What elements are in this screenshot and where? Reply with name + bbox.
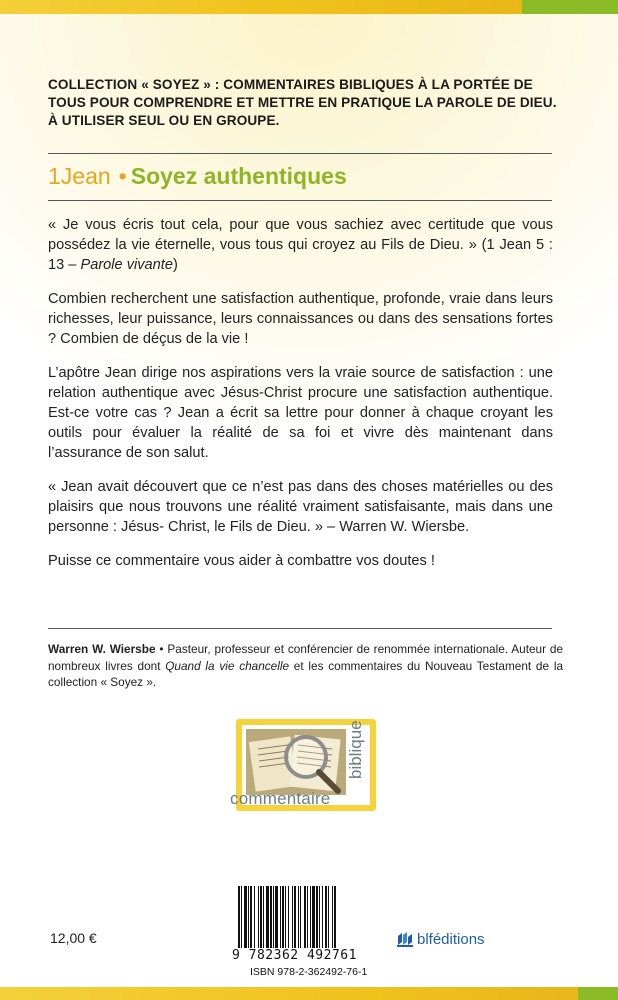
- logo-word-biblique: biblique: [346, 720, 365, 779]
- author-bio: [48, 641, 563, 691]
- publisher-logo: [396, 930, 485, 948]
- paragraph-wiersbe-quote: « Jean avait découvert que ce n’est pas dans des choses matérielles ou des plaisirs que nous trouvons une réalité vraiment satisfaisante, mais dans une personne : Jésus- Christ, le Fils de Dieu. » – Warren W. Wiersbe.: [48, 479, 553, 535]
- divider-author: [48, 628, 552, 629]
- author-name: Warren W. Wiersbe: [48, 642, 156, 656]
- author-bio-text-end: et les commentaires du Nouveau Testament de la collection « Soyez ».: [48, 658, 563, 689]
- quote-ref-start: (1 Jean 5 : 13 –: [48, 237, 553, 273]
- quote-ref-end: ): [172, 257, 178, 273]
- title-bullet: •: [118, 163, 127, 189]
- title-soyez: Soyez: [130, 163, 198, 189]
- publisher-name: blféditions: [417, 930, 485, 948]
- barcode: [238, 886, 382, 948]
- barcode-digits: 9 782362 492761: [232, 948, 357, 963]
- back-cover-text: [48, 215, 553, 585]
- logo-word-commentaire: commentaire: [230, 789, 331, 808]
- paragraph-apostle: L’apôtre Jean dirige nos aspirations vers la vraie source de satisfaction : une relation authentique avec Jésus-Christ procure une satisfaction authentique. Est-ce votre cas ? Jean a écrit sa lettre pour donner à chaque croyant les outils pour évaluer la réalité de sa foi et vivre dès maintenant dans l’assurance de son salut.: [48, 365, 553, 461]
- magnifying-glass-icon: [246, 729, 346, 795]
- price: 12,00 €: [50, 930, 97, 946]
- author-book-title: Quand la vie chancelle: [165, 658, 290, 673]
- divider-heading: [48, 200, 552, 201]
- divider-top: [48, 153, 552, 154]
- book-title: [48, 162, 347, 190]
- title-authentiques: authentiques: [203, 163, 347, 189]
- isbn-number: ISBN 978-2-362492-76-1: [250, 966, 368, 978]
- quote-ref-version: Parole vivante: [80, 257, 173, 273]
- quote-text: « Je vous écris tout cela, pour que vous sachiez avec certitude que vous possédez la vie éternelle, vous tous qui croyez au Fils de Dieu. »: [48, 217, 553, 253]
- paragraph-closing: Puisse ce commentaire vous aider à combattre vos doutes !: [48, 553, 435, 569]
- book-pages-icon: [396, 930, 414, 948]
- author-separator: •: [155, 642, 168, 656]
- bottom-green-band: [578, 987, 618, 1000]
- author-bio-text: Pasteur, professeur et conférencier de renommée internationale. Auteur de nombreux livres dont: [48, 642, 564, 673]
- bottom-color-band: [0, 987, 618, 1000]
- top-green-band: [522, 0, 618, 14]
- quote-paragraph: [48, 215, 553, 275]
- commentaire-biblique-logo: [226, 713, 406, 825]
- paragraph-satisfaction: Combien recherchent une satisfaction authentique, profonde, vraie dans leurs richesses, leur puissance, leurs connaissances ou dans des sensations fortes ? Combien de déçus de la vie !: [48, 291, 553, 347]
- collection-description: COLLECTION « SOYEZ » : COMMENTAIRES BIBLIQUES À LA PORTÉE DE TOUS POUR COMPRENDRE ET METTRE EN PRATIQUE LA PAROLE DE DIEU. À UTILISER SEUL OU EN GROUPE.: [48, 77, 557, 128]
- book-name: 1Jean: [48, 163, 111, 189]
